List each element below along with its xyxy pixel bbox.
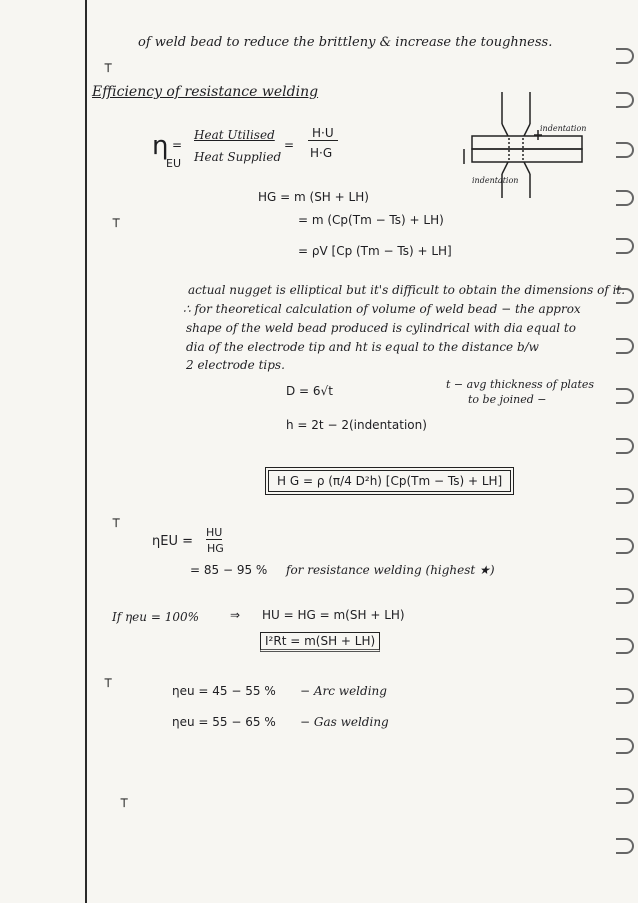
binding-hole xyxy=(616,438,634,454)
binding-hole xyxy=(616,190,634,206)
binding-hole xyxy=(616,688,634,704)
hu-equation: HU = HG = m(SH + LH) xyxy=(262,608,405,622)
binding-hole xyxy=(616,92,634,108)
hg-line-1: HG = m (SH + LH) xyxy=(258,190,369,204)
gas-eta: ηeu = 55 − 65 % xyxy=(172,715,276,729)
eta-subscript: EU xyxy=(166,157,182,170)
upper-plate xyxy=(472,136,582,149)
upper-tip-left xyxy=(502,124,508,136)
eta-eu-den: HG xyxy=(207,542,224,555)
gas-label: − Gas welding xyxy=(300,715,389,729)
eta-eu-note: for resistance welding (highest ★) xyxy=(286,563,495,577)
binding-hole xyxy=(616,238,634,254)
hg-line-3: = ρV [Cp (Tm − Ts) + LH] xyxy=(298,244,452,258)
binding-hole xyxy=(616,338,634,354)
h-formula: h = 2t − 2(indentation) xyxy=(286,418,427,432)
binding-hole xyxy=(616,638,634,654)
margin-mark: ⊤ xyxy=(104,60,113,76)
heat-supplied: Heat Supplied xyxy=(194,150,282,164)
binding-hole xyxy=(616,488,634,504)
binding-hole xyxy=(616,788,634,804)
section-heading: Efficiency of resistance welding xyxy=(92,84,319,100)
hg-denominator: H·G xyxy=(310,146,333,160)
heat-utilised: Heat Utilised xyxy=(194,128,275,142)
margin-mark: ⊤ xyxy=(112,215,121,231)
eta-symbol: η xyxy=(152,131,169,161)
margin-mark: ⊤ xyxy=(104,675,113,691)
binding-hole xyxy=(616,388,634,404)
upper-tip-right xyxy=(524,124,530,136)
para-line-5: 2 electrode tips. xyxy=(186,358,285,372)
eta-equals-2: = xyxy=(284,138,295,152)
eta-eu-num: HU xyxy=(206,526,223,539)
arc-eta: ηeu = 45 − 55 % xyxy=(172,684,276,698)
lower-tip-left xyxy=(502,162,508,174)
eta-eu-label: ηEU = xyxy=(152,534,193,549)
binding-hole xyxy=(616,738,634,754)
binding-hole xyxy=(616,142,634,158)
hg-line-2: = m (Cp(Tm − Ts) + LH) xyxy=(298,213,444,227)
lower-tip-right xyxy=(524,162,530,174)
lower-plate xyxy=(472,149,582,162)
t-note-2: to be joined − xyxy=(468,393,547,406)
binding-hole xyxy=(616,538,634,554)
para-line-4: dia of the electrode tip and ht is equal to the distance b/w xyxy=(186,340,539,354)
i2rt-equation: I²Rt = m(SH + LH) xyxy=(260,632,380,652)
implies-arrow: ⇒ xyxy=(230,608,241,622)
binding-hole xyxy=(616,48,634,64)
para-line-1: actual nugget is elliptical but it's difficult to obtain the dimensions of it. xyxy=(188,283,626,297)
margin-mark: ⊤ xyxy=(112,515,121,531)
if-line: If ηeu = 100% xyxy=(112,610,200,624)
d-formula: D = 6√t xyxy=(286,384,333,398)
t-note-1: t − avg thickness of plates xyxy=(446,378,595,391)
binding-hole xyxy=(616,588,634,604)
margin-mark: ⊤ xyxy=(120,795,129,811)
indentation-label-top: indentation xyxy=(540,124,587,133)
margin-line xyxy=(85,0,87,903)
hu-numerator: H·U xyxy=(308,126,338,141)
boxed-hg-formula: H G = ρ (π/4 D²h) [Cp(Tm − Ts) + LH] xyxy=(268,470,511,492)
indentation-label-bottom: indentation xyxy=(472,176,519,185)
para-line-2: ∴ for theoretical calculation of volume of weld bead − the approx xyxy=(183,302,581,316)
eta-equals: = xyxy=(172,138,183,152)
para-line-3: shape of the weld bead produced is cylindrical with dia equal to xyxy=(186,321,576,335)
arc-label: − Arc welding xyxy=(300,684,387,698)
top-line: of weld bead to reduce the brittleny & increase the toughness. xyxy=(138,35,553,50)
eta-eu-range: = 85 − 95 % xyxy=(190,563,268,577)
binding-hole xyxy=(616,838,634,854)
